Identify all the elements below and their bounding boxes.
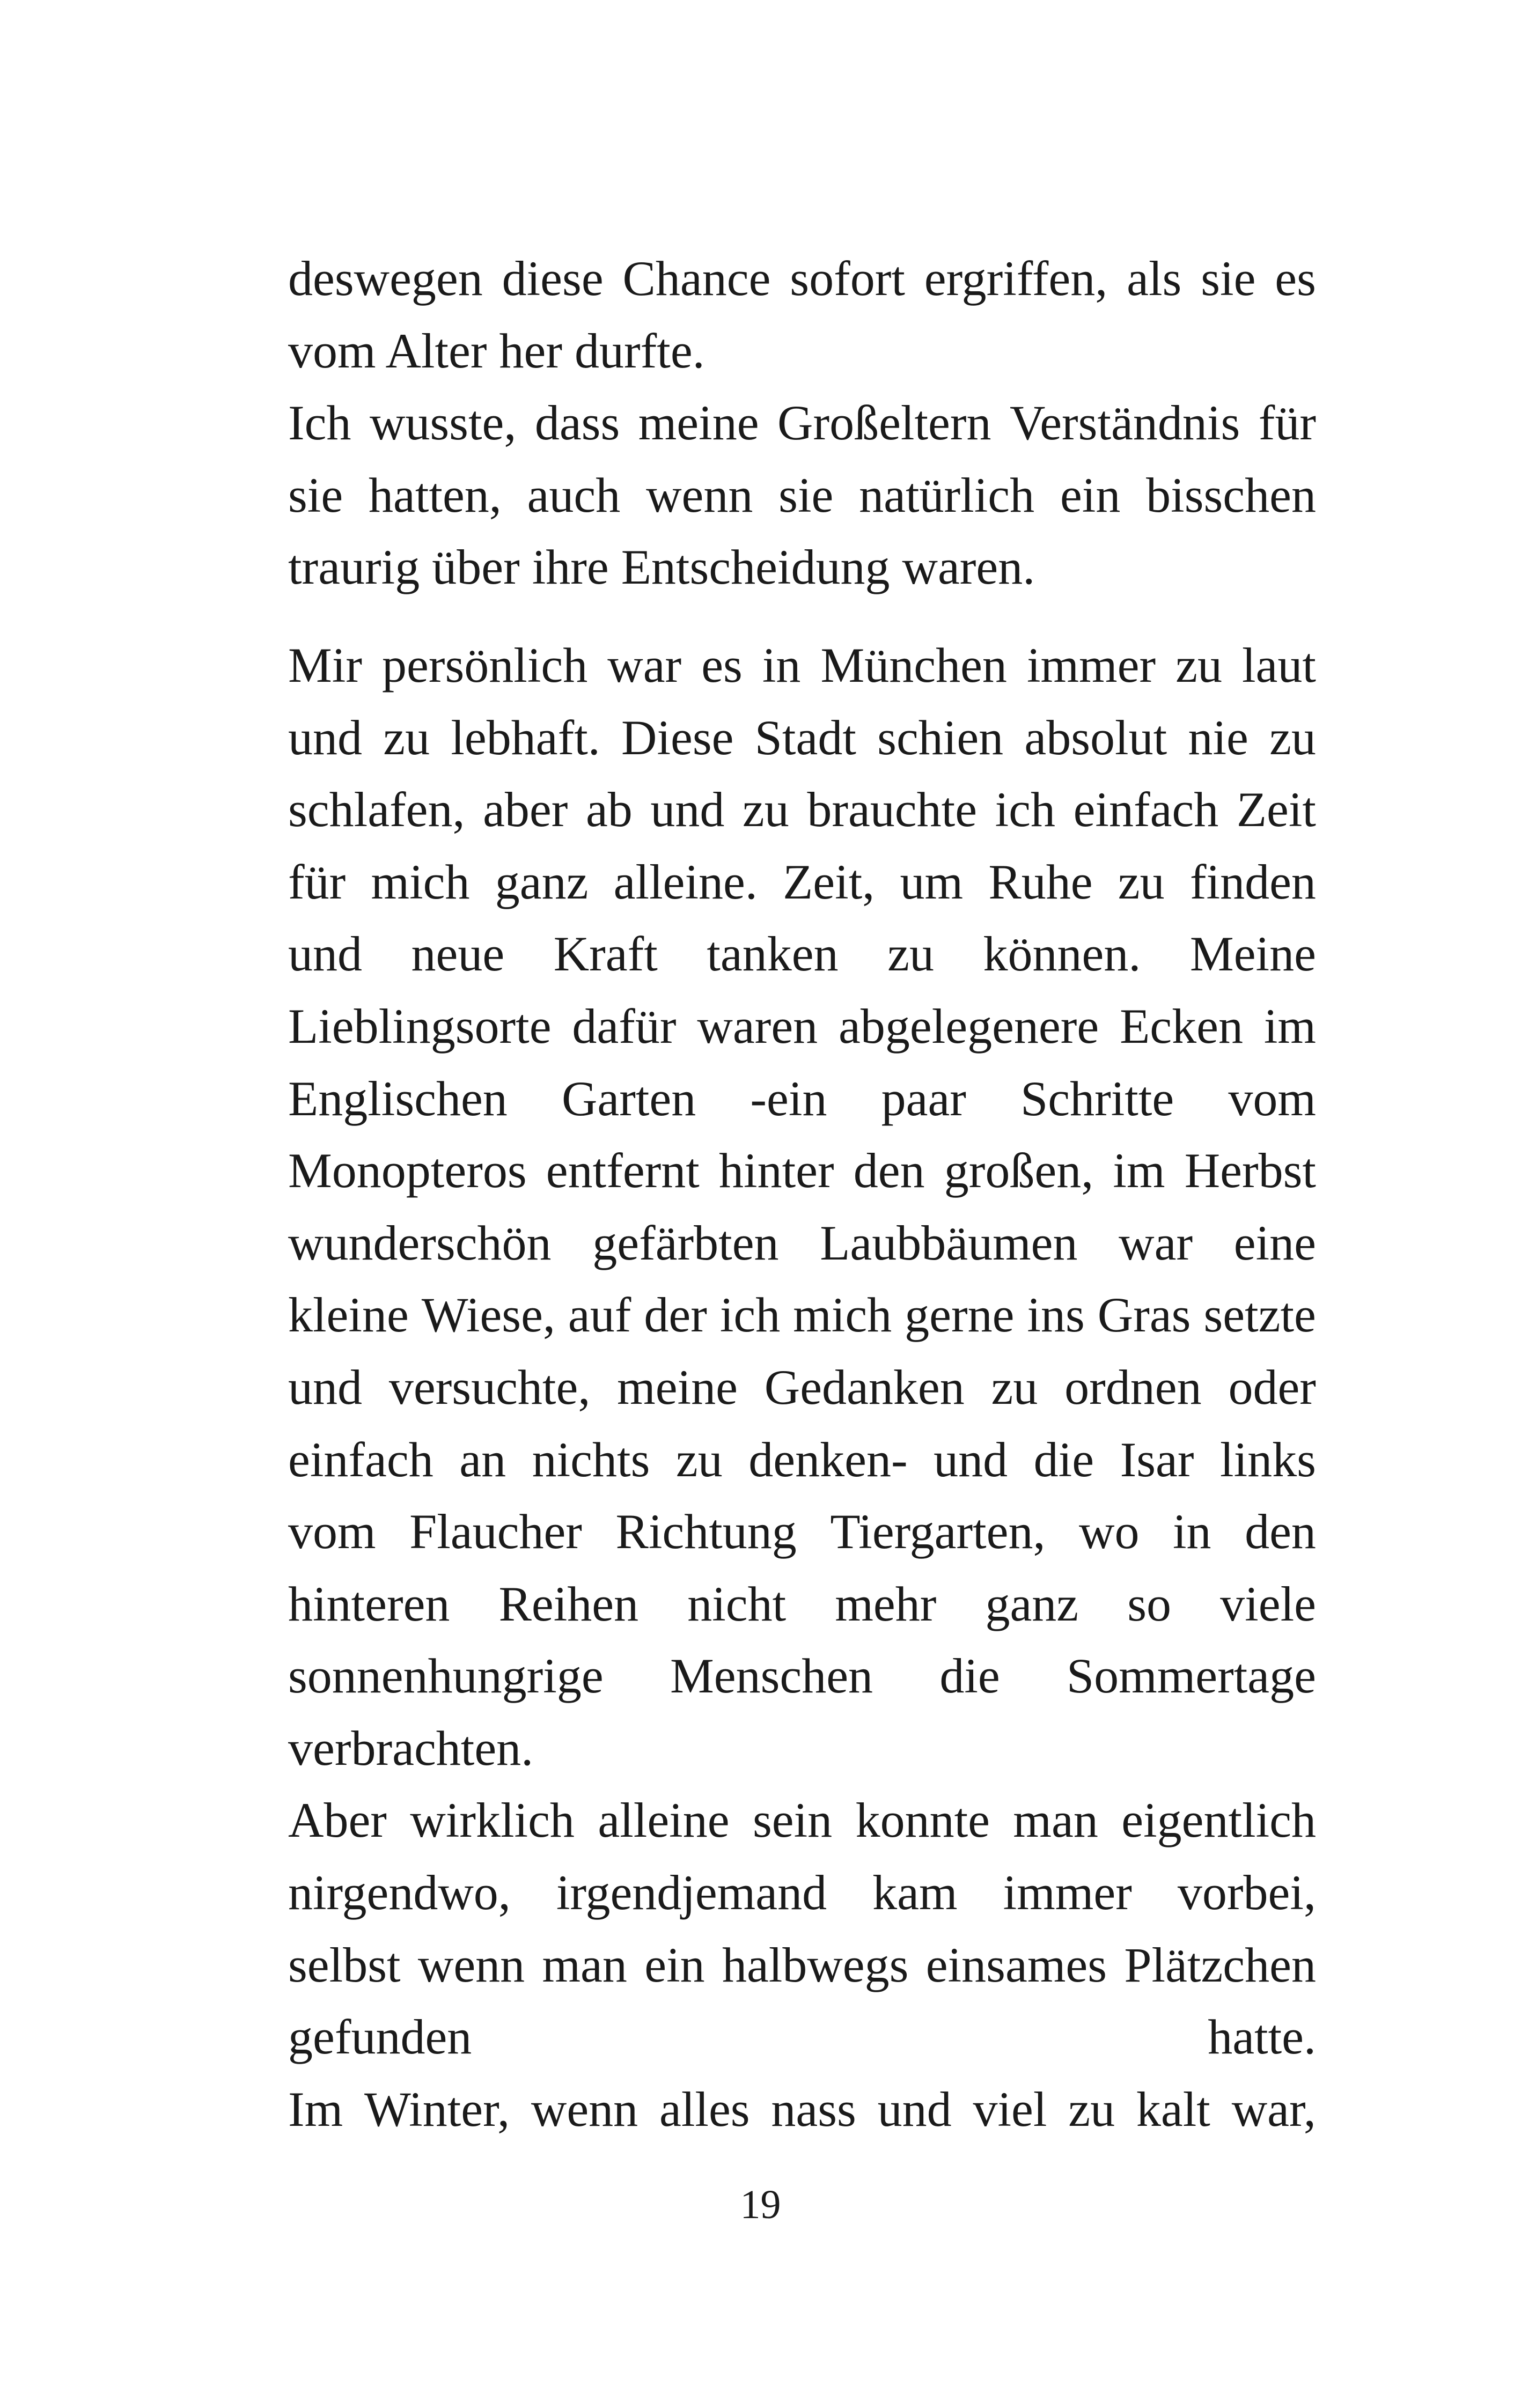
word: brauchte [807,782,978,837]
word: hinter [719,1143,834,1198]
word: und [877,2081,952,2137]
word: zu [675,1432,723,1487]
word: zu [1068,2081,1115,2137]
word: man [542,1937,627,1992]
word: zu [991,1359,1038,1415]
word: einfach [288,1432,433,1487]
word: Garten [561,1071,696,1126]
text-line [288,774,1316,846]
word: Ruhe [988,854,1093,909]
word: Menschen [670,1648,873,1704]
word: und [288,710,362,765]
word: Isar [1120,1432,1194,1487]
text-line [288,1135,1316,1207]
word: so [1127,1576,1172,1631]
word: München [820,637,1007,693]
word: halbwegs [722,1937,909,1992]
word: sonnenhungrige [288,1648,604,1704]
word: ins [1027,1287,1085,1343]
word: zu [887,926,934,982]
word: zu [1118,854,1165,909]
word: kleine [288,1287,409,1343]
text-line [288,1207,1316,1279]
word: meine [617,1359,738,1415]
word: war, [1231,2081,1316,2137]
word: Reihen [498,1576,639,1631]
word: Wiese, [421,1287,555,1343]
word: irgendjemand [556,1865,827,1920]
word: zu [1175,637,1222,693]
word: können. [983,926,1141,982]
word: es [1275,251,1316,306]
word: nichts [532,1432,650,1487]
paragraph [288,629,1316,1785]
word: großen, [944,1143,1094,1198]
word: nirgendwo, [288,1865,511,1920]
word: im [1263,998,1316,1054]
word: sie [288,467,343,522]
word: Flaucher [409,1504,582,1559]
word: wusste, [369,395,517,451]
word: Kraft [553,926,658,982]
word: war [1119,1215,1193,1270]
word: und [288,926,362,982]
paragraph [288,2073,1316,2146]
split-text-line [288,2001,1316,2073]
word: kalt [1136,2081,1210,2137]
word: wenn [646,467,753,522]
word: deswegen [288,251,483,306]
word: vom [288,1504,376,1559]
word: diese [502,251,604,306]
word: immer [1026,637,1156,693]
text-line: traurig über ihre Entscheidung waren. [288,540,1035,595]
word: selbst [288,1937,401,1992]
text-line [288,918,1316,990]
word: hatten, [369,467,502,522]
word: alleine [598,1793,730,1848]
text-line [288,1568,1316,1640]
word: mich [793,1287,892,1343]
word: Englischen [288,1071,508,1126]
word: den [1245,1504,1316,1559]
text-line [288,1279,1316,1351]
word: konnte [855,1793,990,1848]
word: dafür [572,998,677,1054]
split-line-right: hatte. [1208,2009,1316,2065]
word: sofort [790,251,905,306]
word: viele [1220,1576,1316,1631]
word: Mir [288,637,362,693]
word: Gedanken [764,1359,965,1415]
text-line [288,1640,1316,1712]
word: wirklich [410,1793,575,1848]
word: zu [1269,710,1316,765]
word: abgelegenere [839,998,1099,1054]
word: ab [585,782,633,837]
word: Verständnis [1009,395,1240,451]
word: Tiergarten, [830,1504,1046,1559]
word: -ein [750,1071,827,1126]
word: einfach [1073,782,1219,837]
paragraph [288,1784,1316,2073]
word: auch [527,467,621,522]
word: persönlich [382,637,588,693]
word: nie [1188,710,1248,765]
word: wunderschön [288,1215,552,1270]
word: bisschen [1146,467,1316,522]
word: denken- [748,1432,908,1487]
word: Herbst [1184,1143,1316,1198]
word: und [650,782,725,837]
word: paar [881,1071,966,1126]
word: die [1033,1432,1094,1487]
word: Richtung [615,1504,797,1559]
word: ich [995,782,1055,837]
word: ein [1060,467,1121,522]
text-line [288,990,1316,1063]
page-number: 19 [740,2182,781,2227]
word: aber [483,782,568,837]
word: sie [1201,251,1256,306]
word: Chance [622,251,771,306]
text-line [288,702,1316,774]
word: nicht [687,1576,787,1631]
text-line [288,2073,1316,2146]
word: immer [1003,1865,1132,1920]
text-line [288,846,1316,918]
word: ganz [985,1576,1079,1631]
word: in [1173,1504,1211,1559]
text-line [288,1063,1316,1135]
text-line: vom Alter her durfte. [288,323,705,378]
word: absolut [1024,710,1167,765]
word: man [1013,1793,1098,1848]
word: ein [644,1937,705,1992]
text-line [288,1857,1316,1929]
text-line [288,1496,1316,1568]
word: versuchte, [388,1359,591,1415]
word: wenn [531,2081,638,2137]
word: gerne [905,1287,1015,1343]
word: die [939,1648,1000,1704]
word: nass [771,2081,856,2137]
word: an [459,1432,506,1487]
word: im [1113,1143,1165,1198]
word: sein [752,1793,833,1848]
word: um [900,854,964,909]
word: ich [719,1287,781,1343]
word: entfernt [546,1143,700,1198]
word: Stadt [754,710,856,765]
word: viel [973,2081,1047,2137]
word: Gras [1097,1287,1191,1343]
word: lebhaft. [451,710,600,765]
word: Schritte [1020,1071,1174,1126]
word: schien [877,710,1004,765]
word: neue [411,926,505,982]
word: kam [872,1865,958,1920]
word: Plätzchen [1124,1937,1316,1992]
word: tanken [707,926,839,982]
split-line-left: gefunden [288,2009,472,2065]
word: laut [1241,637,1316,693]
word: und [934,1432,1008,1487]
word: als [1127,251,1182,306]
word: Zeit, [783,854,875,909]
text-line [288,459,1316,532]
word: eigentlich [1121,1793,1316,1848]
word: in [762,637,801,693]
word: Zeit [1236,782,1316,837]
word: vorbei, [1177,1865,1316,1920]
word: Großeltern [777,395,991,451]
text-line: verbrachten. [288,1720,534,1776]
paragraph [288,242,1316,387]
word: ergriffen, [924,251,1108,306]
word: natürlich [859,467,1035,522]
word: Meine [1189,926,1316,982]
word: Winter, [364,2081,510,2137]
word: Sommertage [1066,1648,1316,1704]
word: wo [1079,1504,1140,1559]
word: mehr [835,1576,937,1631]
word: Diese [621,710,734,765]
text-line [288,242,1316,315]
word: wenn [417,1937,525,1992]
word: hinteren [288,1576,450,1631]
word: Lieblingsorte [288,998,552,1054]
word: ordnen [1064,1359,1202,1415]
word: war [607,637,682,693]
word: den [853,1143,925,1198]
word: Im [288,2081,343,2137]
word: ganz [495,854,589,909]
text-line [288,1424,1316,1496]
word: dass [534,395,620,451]
word: zu [742,782,789,837]
word: eine [1233,1215,1316,1270]
word: mich [371,854,470,909]
word: gefärbten [592,1215,779,1270]
word: sie [778,467,834,522]
word: finden [1189,854,1316,909]
word: meine [638,395,759,451]
word: es [701,637,743,693]
book-page-body [288,242,1316,2145]
word: alleine. [613,854,758,909]
word: setzte [1203,1287,1316,1343]
word: für [1258,395,1316,451]
word: für [288,854,346,909]
word: schlafen, [288,782,465,837]
word: alles [659,2081,750,2137]
word: waren [697,998,818,1054]
text-line [288,1351,1316,1424]
word: links [1220,1432,1316,1487]
word: der [644,1287,707,1343]
word: auf [568,1287,631,1343]
word: zu [383,710,430,765]
word: einsames [925,1937,1107,1992]
text-line [288,1784,1316,1857]
word: Ich [288,395,351,451]
word: oder [1228,1359,1316,1415]
word: Aber [288,1793,387,1848]
paragraph [288,387,1316,603]
word: Laubbäumen [820,1215,1078,1270]
word: vom [1228,1071,1316,1126]
text-line [288,387,1316,459]
word: Monopteros [288,1143,527,1198]
text-line [288,1929,1316,2001]
word: und [288,1359,362,1415]
word: Ecken [1120,998,1243,1054]
text-line [288,629,1316,702]
